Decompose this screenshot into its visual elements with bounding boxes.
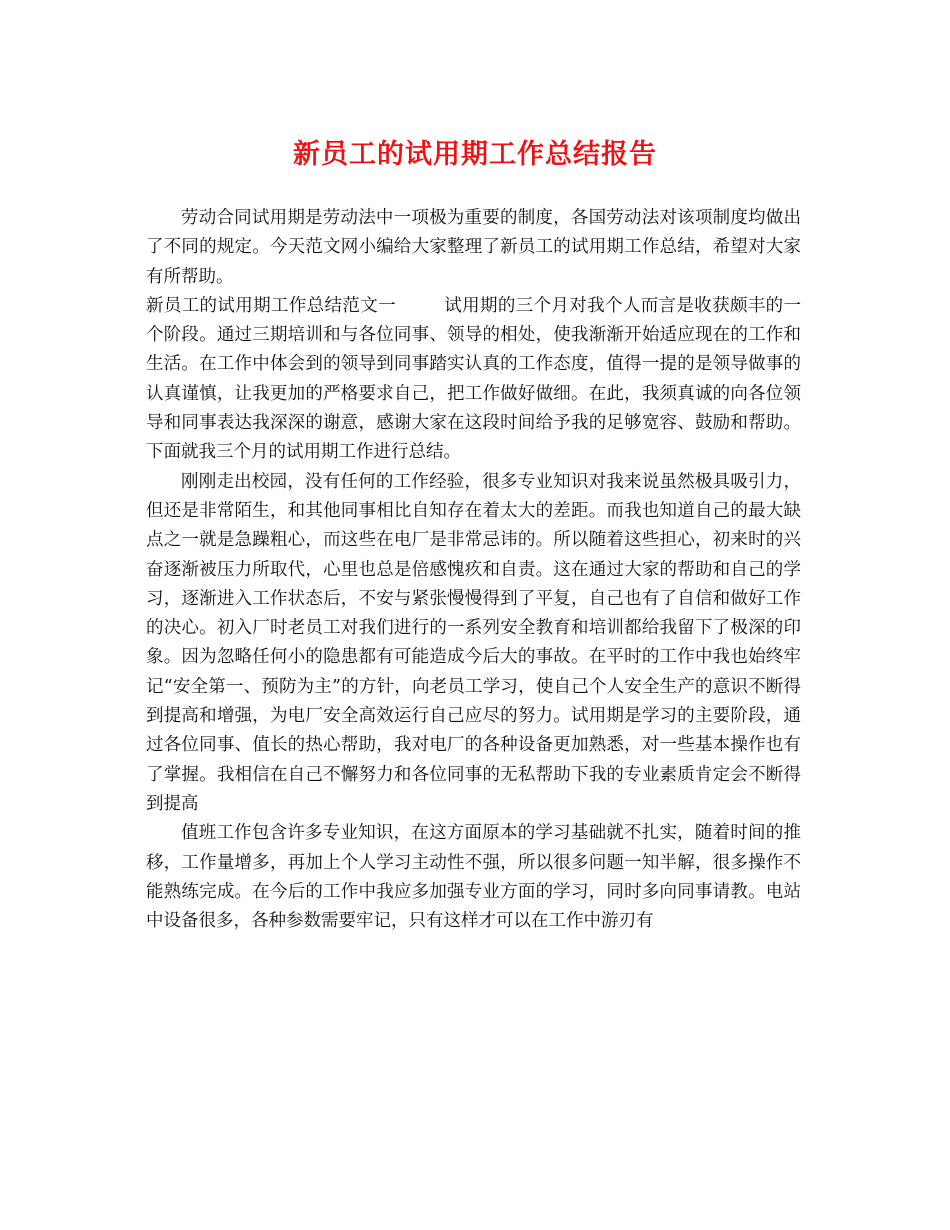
- paragraph-text: 试用期的三个月对我个人而言是收获颇丰的一个阶段。通过三期培训和与各位同事、领导的相处，使我渐渐开始适应现在的工作和生活。在工作中体会到的领导到同事踏实认真的工作态度，值得一提的是领导做事的认真谨慎，让我更加的严格要求自己，把工作做好做细。在此，我须真诚的向各位领导和同事表达我深深的谢意，感谢大家在这段时间给予我的足够宽容、鼓励和帮助。下面就我三个月的试用期工作进行总结。: [146, 295, 802, 463]
- document-title: 新员工的试用期工作总结报告: [293, 139, 657, 170]
- paragraph-sample-one: [146, 292, 801, 468]
- paragraph-duty-work: [146, 819, 801, 936]
- paragraph-intro: [146, 204, 801, 292]
- paragraph-text: 刚刚走出校园，没有任何的工作经验，很多专业知识对我来说虽然极具吸引力，但还是非常陌生，和其他同事相比自知存在着太大的差距。而我也知道自己的最大缺点之一就是急躁粗心，而这些在电厂是非常忌讳的。所以随着这些担心，初来时的兴奋逐渐被压力所取代，心里也总是倍感愧疚和自责。这在通过大家的帮助和自己的学习，逐渐进入工作状态后，不安与紧张慢慢得到了平复，自己也有了自信和做好工作的决心。初入厂时老员工对我们进行的一系列安全教育和培训都给我留下了极深的印象。因为忽略任何小的隐患都有可能造成今后大的事故。在平时的工作中我也始终牢记“安全第一、预防为主”的方针，向老员工学习，使自己个人安全生产的意识不断得到提高和增强，为电厂安全高效运行自己应尽的努力。试用期是学习的主要阶段，通过各位同事、值长的热心帮助，我对电厂的各种设备更加熟悉，对一些基本操作也有了掌握。我相信在自己不懈努力和各位同事的无私帮助下我的专业素质肯定会不断得到提高: [146, 471, 801, 814]
- document-body: [146, 204, 801, 936]
- paragraph-text: 值班工作包含许多专业知识，在这方面原本的学习基础就不扎实，随着时间的推移，工作量增多，再加上个人学习主动性不强，所以很多问题一知半解，很多操作不能熟练完成。在今后的工作中我应多加强专业方面的学习，同时多向同事请教。电站中设备很多，各种参数需要牢记，只有这样才可以在工作中游刃有: [146, 823, 801, 932]
- paragraph-text: 劳动合同试用期是劳动法中一项极为重要的制度，各国劳动法对该项制度均做出了不同的规定。今天范文网小编给大家整理了新员工的试用期工作总结，希望对大家有所帮助。: [146, 208, 801, 287]
- paragraph-experience: [146, 468, 801, 820]
- section-heading: 新员工的试用期工作总结范文一: [146, 295, 396, 316]
